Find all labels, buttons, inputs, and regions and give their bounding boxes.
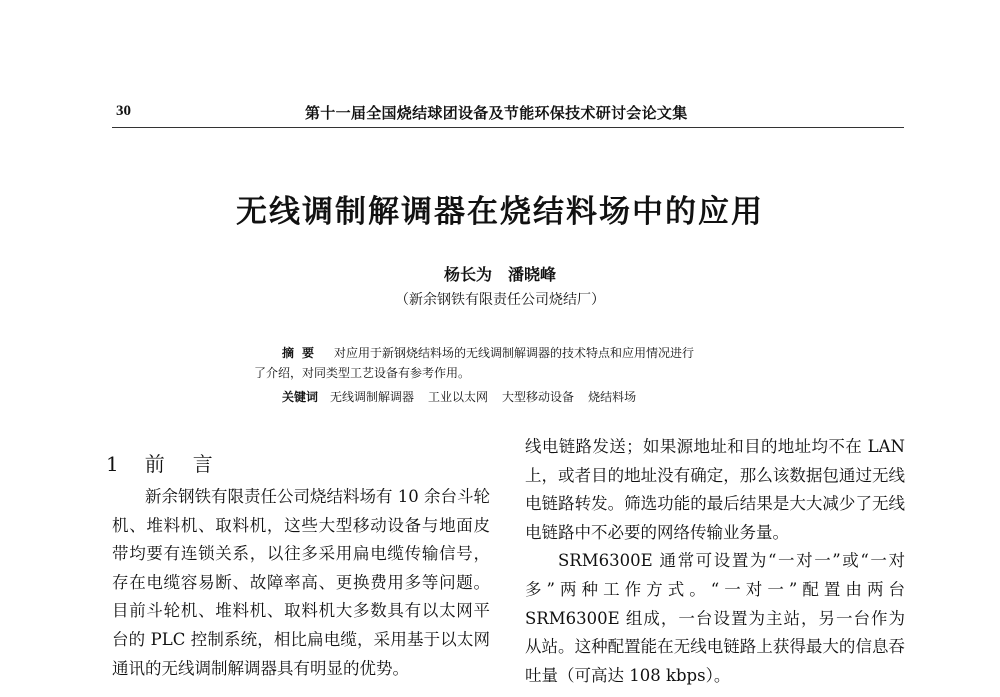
paragraph: 新余钢铁有限责任公司烧结料场有 10 余台斗轮机、堆料机、取料机，这些大型移动设备与地面皮带均要有连锁关系，以往多采用扁电缆传输信号，存在电缆容易断、故障率高、更换费用多等问题。目前斗轮机、堆料机、取料机大多数具有以太网平台的 PLC 控制系统，相比扁电缆，采用基于以太网通讯的无线调制解调器具有明显的优势。 [112,487,490,678]
section-title-char: 言 [192,452,213,476]
keyword: 工业以太网 [428,390,489,404]
paragraph: 线电链路发送；如果源地址和目的地址均不在 LAN 上，或者目的地址没有确定，那么该数据包通过无线电链路转发。筛选功能的最后结果是大大减少了无线电链路中不必要的网络传输业务量。 [525,437,905,542]
page-number: 30 [116,103,131,119]
right-column [525,433,905,690]
affiliation: （新余钢铁有限责任公司烧结厂） [395,292,605,308]
abstract [254,343,759,383]
keyword: 大型移动设备 [502,390,575,404]
author-1: 杨长为 [443,265,492,284]
section-title-char: 前 [144,452,165,476]
section-heading [106,448,213,477]
keyword: 烧结料场 [588,390,637,404]
authors [300,262,700,285]
header-rule [112,127,904,128]
left-column [112,483,490,683]
article-title: 无线调制解调器在烧结料场中的应用 [236,194,764,230]
section-number: 1 [106,452,119,476]
keyword: 无线调制解调器 [330,390,415,404]
abstract-text-1: 对应用于新钢烧结料场的无线调制解调器的技术特点和应用情况进行 [334,346,695,360]
keywords [254,388,759,405]
abstract-line-1 [254,343,759,363]
paragraph: SRM6300E 通常可设置为“一对一”或“一对多”两种工作方式。“一对一”配置由两台 SRM6300E 组成，一台设置为主站，另一台作为从站。这种配置能在无线电链路上获得最大的信息吞吐量（可高达 108 kbps）。 [525,551,905,685]
running-header: 第十一届全国烧结球团设备及节能环保技术研讨会论文集 [305,104,688,122]
author-2: 潘晓峰 [508,265,557,284]
abstract-label: 摘要 [282,346,323,360]
keywords-label: 关键词 [282,390,319,404]
abstract-text-2: 了介绍，对同类型工艺设备有参考作用。 [254,366,471,380]
